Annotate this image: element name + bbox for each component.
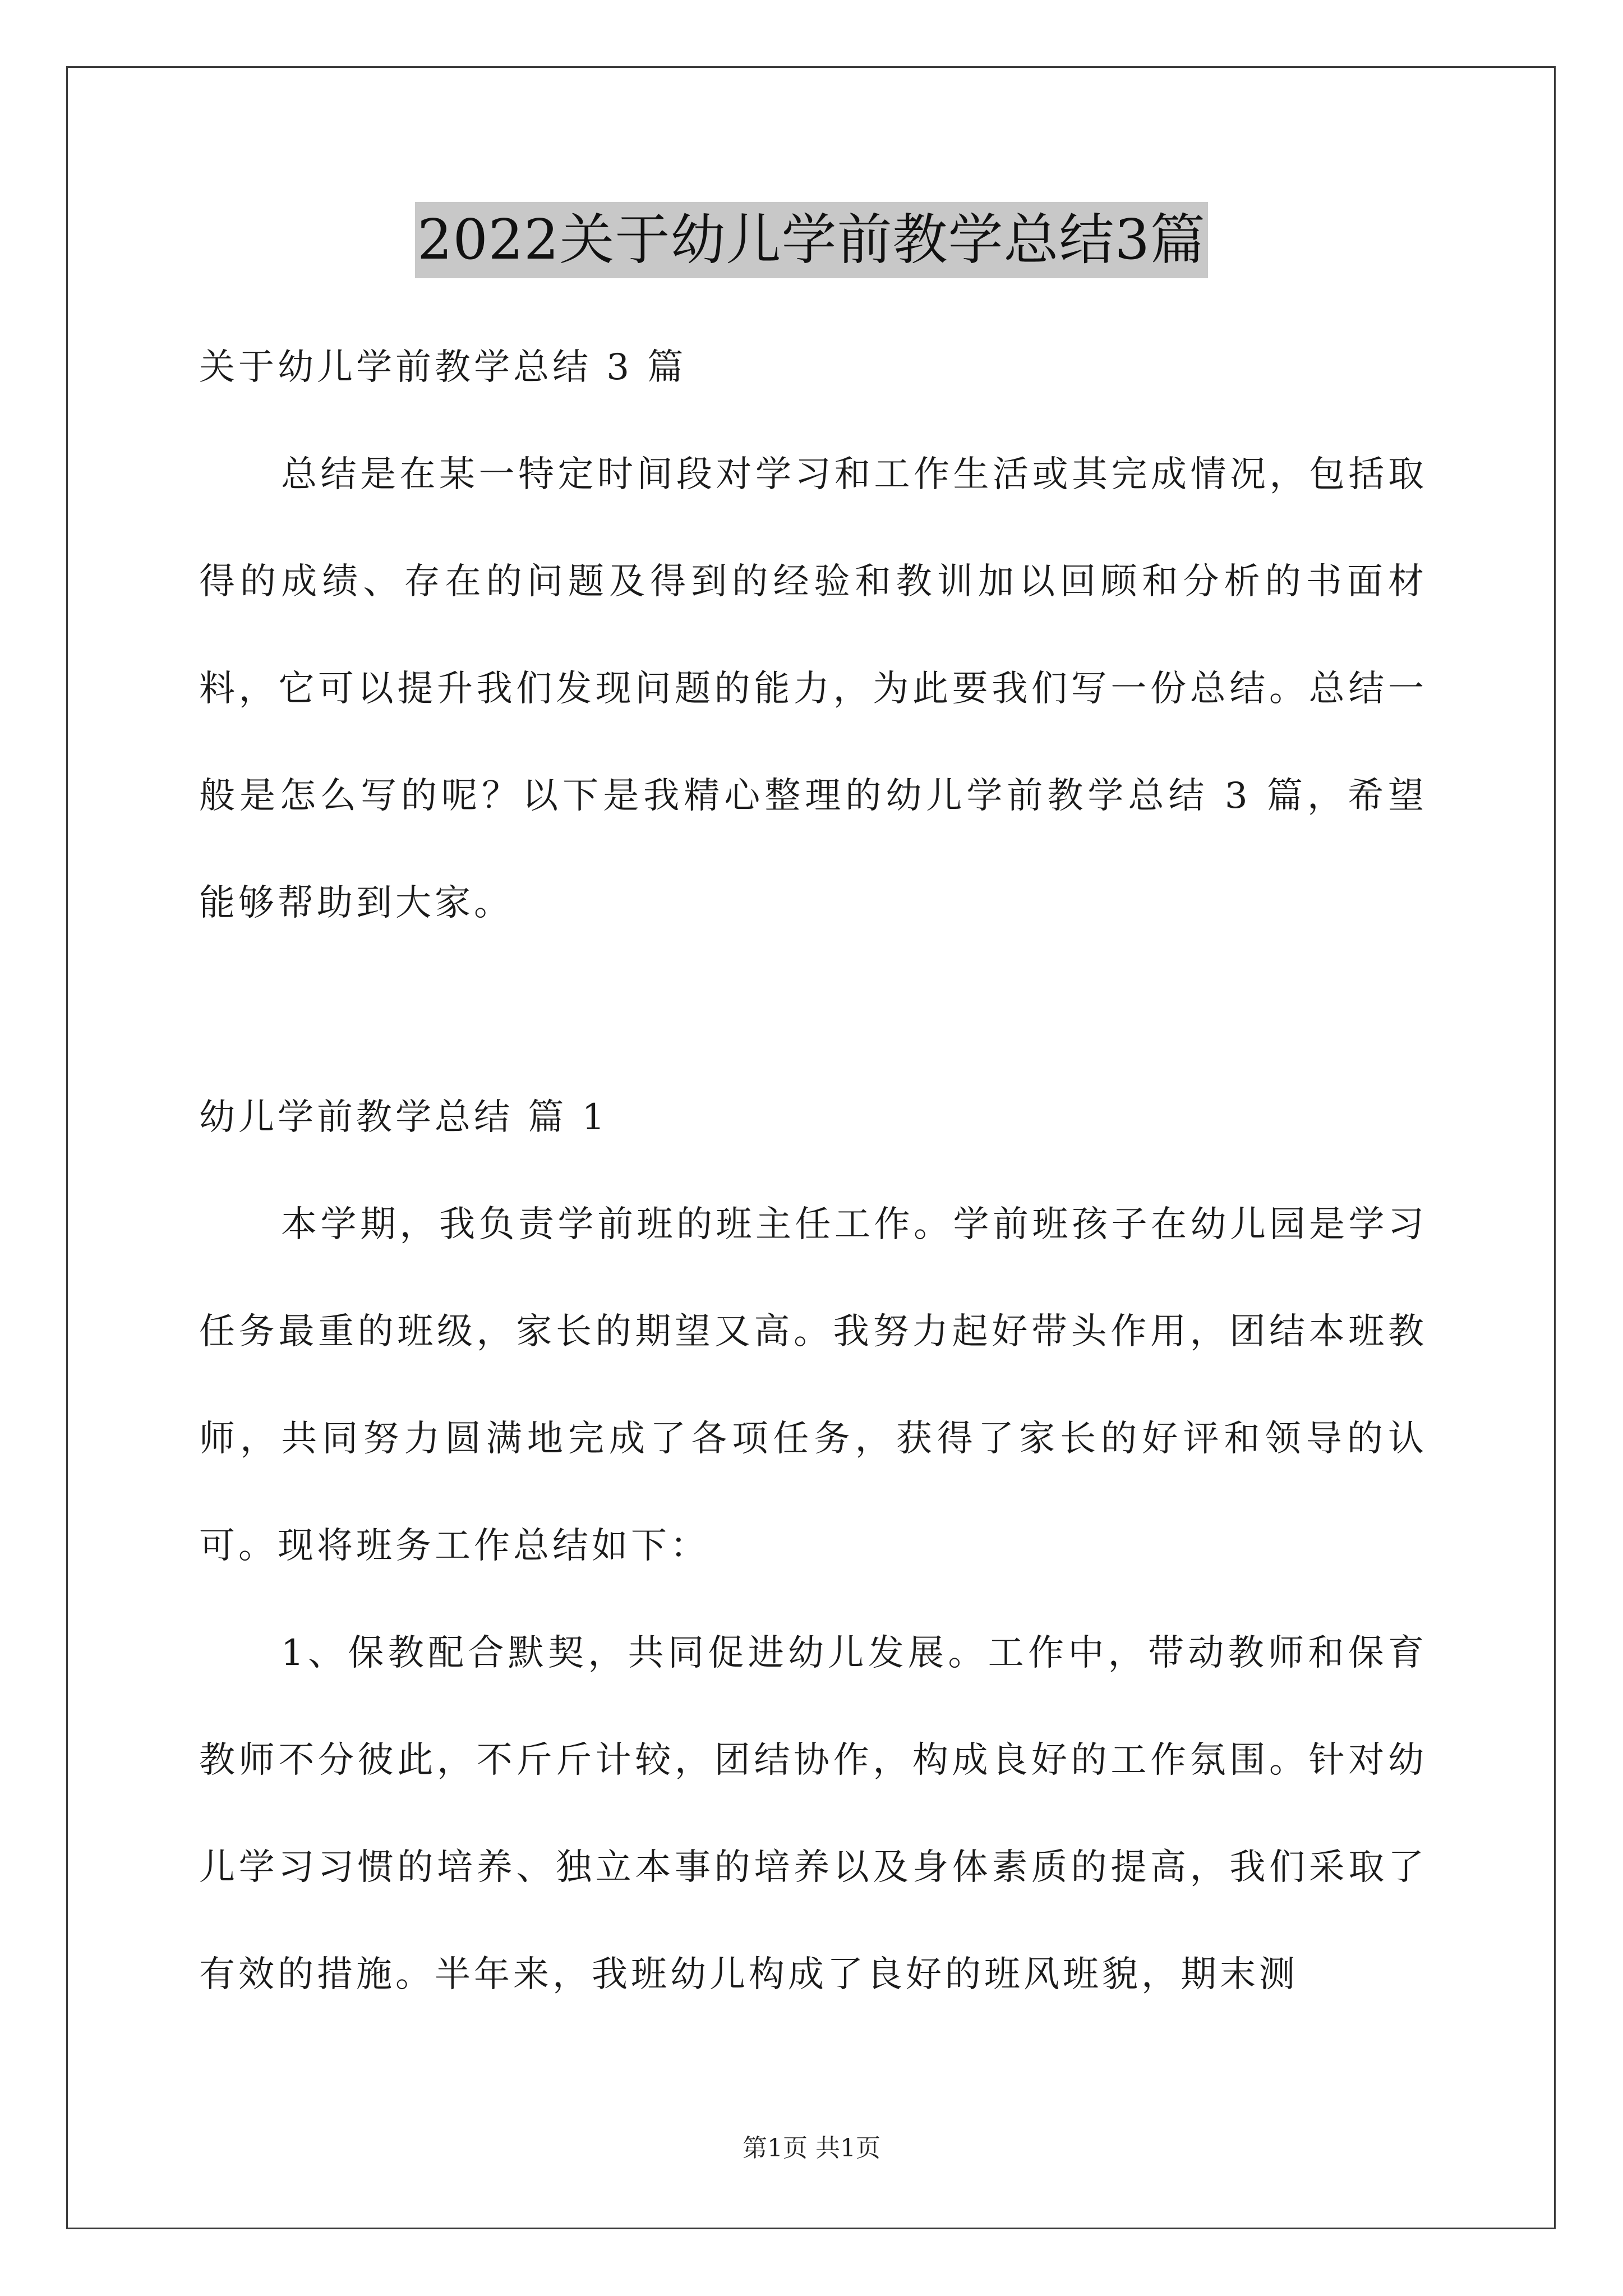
body-paragraph: 1、保教配合默契，共同促进幼儿发展。工作中，带动教师和保育教师不分彼此，不斤斤计较，团结协作，构成良好的工作氛围。针对幼儿学习习惯的培养、独立本事的培养以及身体素质的提高，我们采取了有效的措施。半年来，我班幼儿构成了良好的班风班貌，期末测	[199, 1632, 1427, 1995]
document-subtitle: 关于幼儿学前教学总结 3 篇	[199, 347, 687, 388]
intro-paragraph: 总结是在某一特定时间段对学习和工作生活或其完成情况，包括取得的成绩、存在的问题及得到的经验和教训加以回顾和分析的书面材料，它可以提升我们发现问题的能力，为此要我们写一份总结。总结一般是怎么写的呢？以下是我精心整理的幼儿学前教学总结 3 篇，希望能够帮助到大家。	[199, 454, 1427, 924]
page-number-footer: 第1页 共1页	[743, 2134, 880, 2162]
body-paragraph: 本学期，我负责学前班的班主任工作。学前班孩子在幼儿园是学习任务最重的班级，家长的期望又高。我努力起好带头作用，团结本班教师，共同努力圆满地完成了各项任务，获得了家长的好评和领导的认可。现将班务工作总结如下：	[199, 1204, 1427, 1567]
document-title: 2022关于幼儿学前教学总结3篇	[415, 202, 1208, 278]
document-title-container	[0, 202, 1623, 278]
section-spacer	[199, 957, 1427, 1064]
section-heading: 幼儿学前教学总结 篇 1	[199, 1097, 608, 1138]
document-body	[199, 314, 1427, 2028]
